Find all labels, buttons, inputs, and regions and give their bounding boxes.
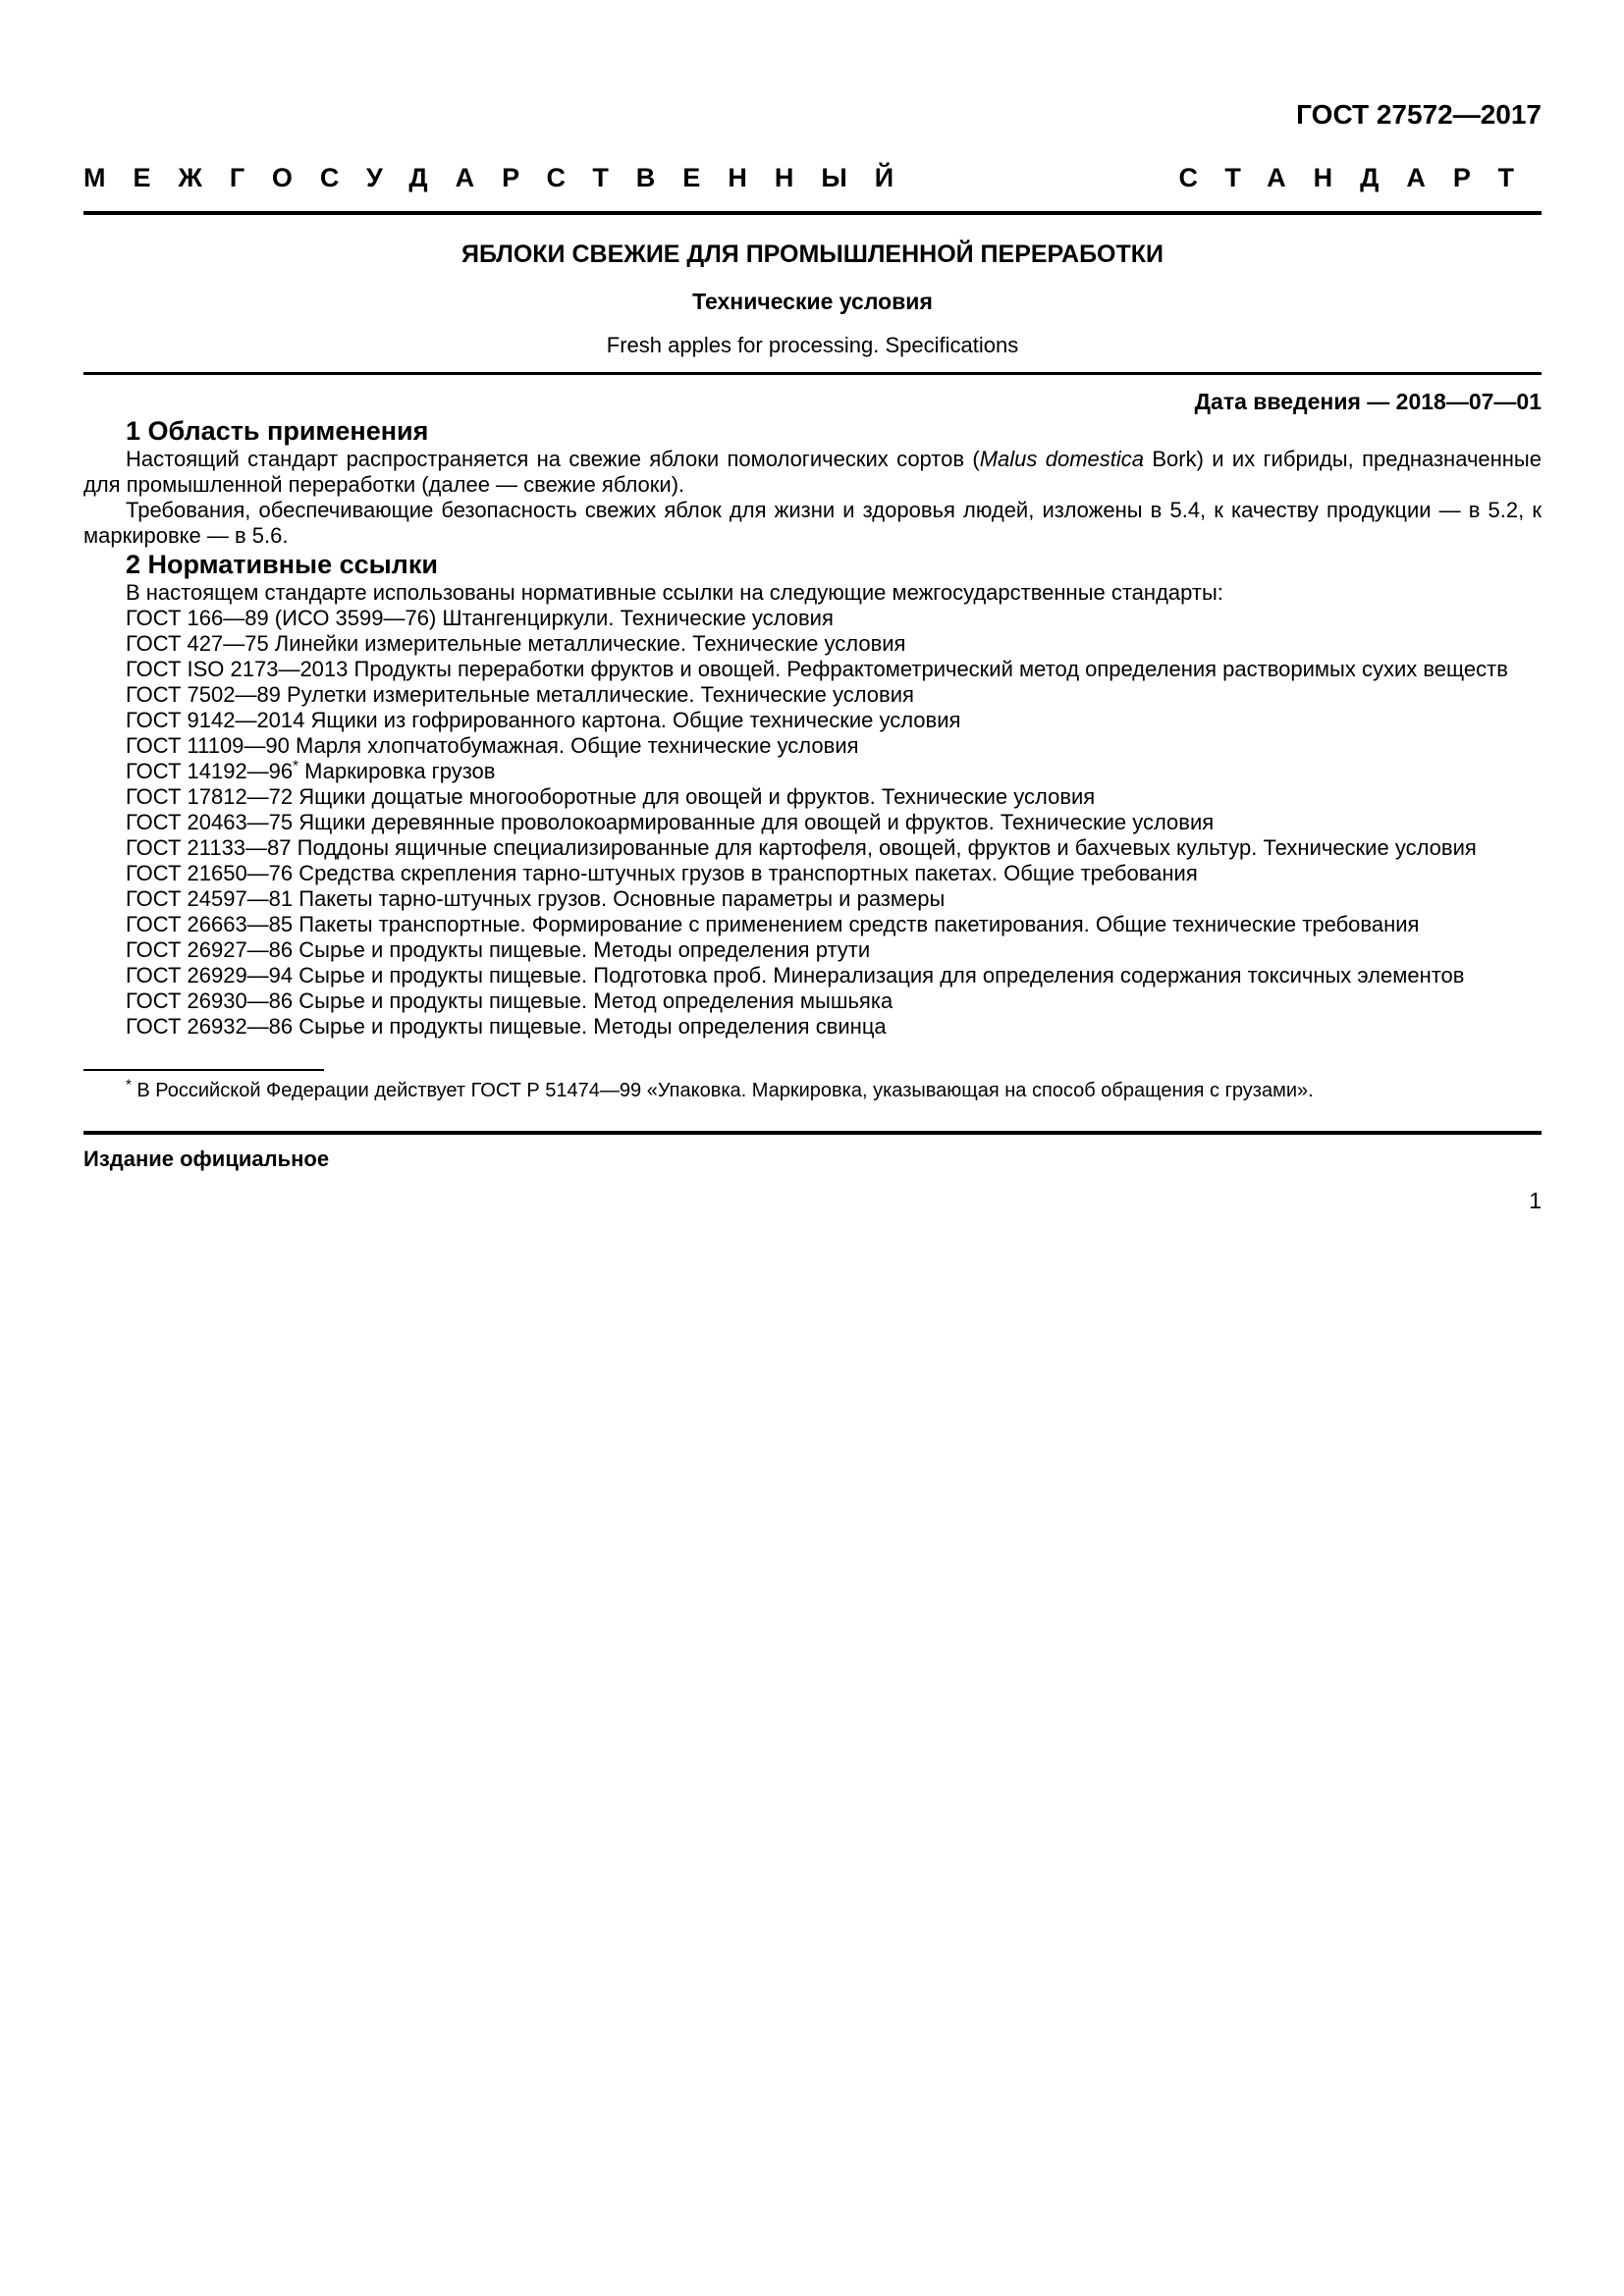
reference-item: ГОСТ 7502—89 Рулетки измерительные металлические. Технические условия: [126, 682, 914, 707]
reference-title: Маркировка грузов: [298, 759, 496, 783]
footnote-marker: *: [126, 1076, 132, 1094]
reference-item: ГОСТ 11109—90 Марля хлопчатобумажная. Общие технические условия: [126, 733, 859, 758]
reference-item: ГОСТ 26929—94 Сырье и продукты пищевые. Подготовка проб. Минерализация для определения содержания токсичных элементов: [126, 963, 1465, 988]
reference-item: ГОСТ 166—89 (ИСО 3599—76) Штангенциркули. Технические условия: [126, 606, 834, 630]
scope-paragraph-2: Требования, обеспечивающие безопасность свежих яблок для жизни и здоровья людей, изложены в 5.4, к качеству продукции — в 5.2, к маркировке — в 5.6.: [83, 498, 1542, 548]
reference-item: ГОСТ 26927—86 Сырье и продукты пищевые. Методы определения ртути: [126, 937, 871, 962]
scope-paragraph-1: [83, 447, 1542, 498]
reference-item: ГОСТ 9142—2014 Ящики из гофрированного картона. Общие технические условия: [126, 708, 961, 732]
reference-item: ГОСТ ISO 2173—2013 Продукты переработки фруктов и овощей. Рефрактометрический метод определения растворимых сухих веществ: [126, 657, 1508, 681]
section-1-heading: 1 Область применения: [126, 416, 429, 446]
standard-type-heading: МЕЖГОСУДАРСТВЕННЫЙ СТАНДАРТ: [83, 163, 1542, 192]
latin-species-name: Malus domestica: [979, 447, 1145, 471]
reference-item: ГОСТ 20463—75 Ящики деревянные проволокоармированные для овощей и фруктов. Технические условия: [126, 810, 1215, 834]
section-2-heading: 2 Нормативные ссылки: [126, 550, 438, 579]
footnote-divider: [83, 1069, 324, 1071]
reference-item: ГОСТ 17812—72 Ящики дощатые многооборотные для овощей и фруктов. Технические условия: [126, 784, 1096, 809]
page-number: 1: [1529, 1188, 1542, 1213]
title-block-rule: [83, 372, 1542, 375]
footnote-marker: *: [293, 757, 298, 774]
footer-rule: [83, 1131, 1542, 1135]
effective-date: Дата введения — 2018—07—01: [1194, 389, 1542, 414]
reference-item: ГОСТ 21650—76 Средства скрепления тарно-штучных грузов в транспортных пакетах. Общие требования: [126, 861, 1198, 885]
doc-title: ЯБЛОКИ СВЕЖИЕ ДЛЯ ПРОМЫШЛЕННОЙ ПЕРЕРАБОТКИ: [460, 240, 1164, 268]
references-intro: В настоящем стандарте использованы нормативные ссылки на следующие межгосударственные стандарты:: [126, 580, 1223, 605]
scope-paragraph-1-text-a: Настоящий стандарт распространяется на свежие яблоки помологических сортов (: [126, 447, 980, 471]
reference-item: ГОСТ 24597—81 Пакеты тарно-штучных грузов. Основные параметры и размеры: [126, 886, 946, 911]
doc-title-english: Fresh apples for processing. Specifications: [606, 333, 1019, 357]
doc-subtitle: Технические условия: [692, 289, 933, 314]
edition-note: Издание официальное: [83, 1147, 330, 1171]
footnote-text: В Российской Федерации действует ГОСТ Р 51474—99 «Упаковка. Маркировка, указывающая на способ обращения с грузами».: [131, 1080, 1314, 1101]
doc-number: ГОСТ 27572—2017: [1296, 99, 1542, 130]
reference-item: ГОСТ 26663—85 Пакеты транспортные. Формирование с применением средств пакетирования. Общие технические требования: [126, 912, 1420, 936]
reference-number: ГОСТ 14192—96: [126, 759, 294, 783]
reference-item: ГОСТ 26930—86 Сырье и продукты пищевые. Метод определения мышьяка: [126, 988, 893, 1013]
footnote: [83, 1076, 1542, 1103]
header-rule: [83, 211, 1542, 215]
reference-item: ГОСТ 427—75 Линейки измерительные металлические. Технические условия: [126, 631, 906, 656]
scope-paragraph-1-text-b: Bork) и их гибриды, предназначенные для промышленной переработки (далее — свежие яблоки).: [83, 447, 1542, 497]
reference-item-with-footnote: [83, 759, 1542, 784]
reference-item: ГОСТ 26932—86 Сырье и продукты пищевые. Методы определения свинца: [126, 1014, 887, 1039]
reference-item: ГОСТ 21133—87 Поддоны ящичные специализированные для картофеля, овощей, фруктов и бахчевых культур. Технические условия: [126, 835, 1477, 860]
